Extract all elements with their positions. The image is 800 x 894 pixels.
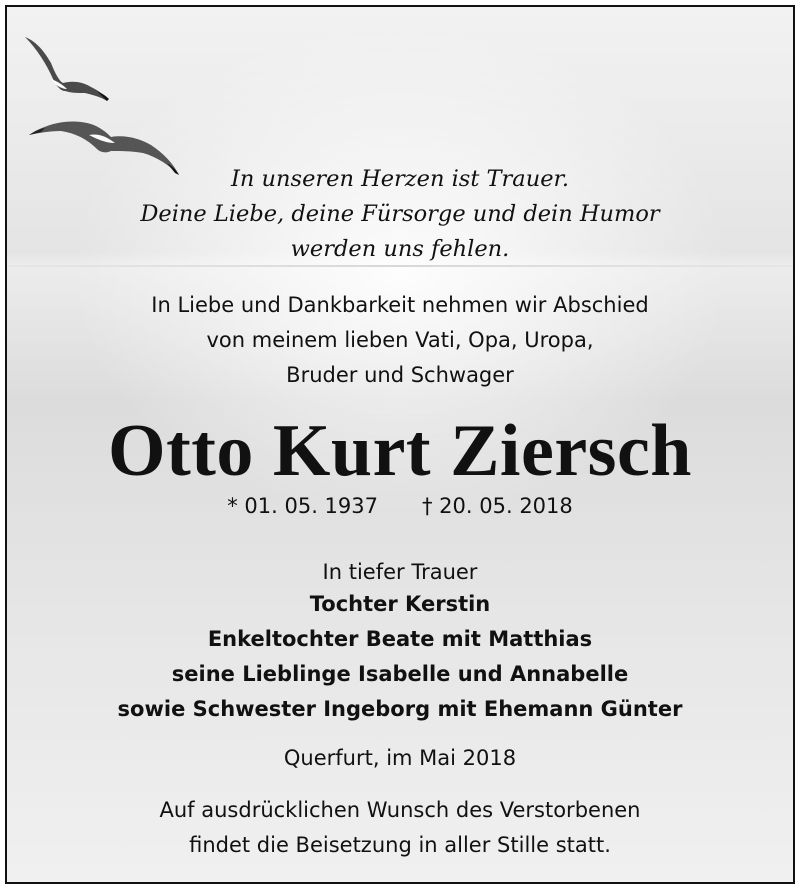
intro-line: Bruder und Schwager (286, 363, 514, 387)
mourner-line: sowie Schwester Ingeborg mit Ehemann Günter (117, 697, 683, 721)
mourner-line: Tochter Kerstin (309, 592, 491, 616)
quote-line: werden uns fehlen. (290, 236, 510, 262)
death-date: † 20. 05. 2018 (422, 494, 573, 518)
seagull-icon (21, 33, 111, 105)
burial-note (7, 793, 793, 863)
mourner-line: Enkeltochter Beate mit Matthias (207, 627, 593, 651)
quote-line: Deine Liebe, deine Fürsorge und dein Humor (140, 201, 660, 227)
farewell-intro (7, 288, 793, 393)
quote-line: In unseren Herzen ist Trauer. (231, 166, 569, 192)
mourner-line: seine Lieblinge Isabelle und Annabelle (171, 662, 629, 686)
obituary-card (5, 5, 795, 884)
burial-note-line: Auf ausdrücklichen Wunsch des Verstorbenen (159, 798, 641, 822)
place-date: Querfurt, im Mai 2018 (283, 746, 517, 770)
quote-block (7, 162, 793, 267)
birth-date: * 01. 05. 1937 (227, 494, 378, 518)
burial-note-line: findet die Beisetzung in aller Stille statt. (189, 833, 611, 857)
intro-line: In Liebe und Dankbarkeit nehmen wir Abschied (151, 293, 649, 317)
deceased-name: Otto Kurt Ziersch (108, 410, 692, 492)
mourning-intro: In tiefer Trauer (322, 560, 478, 584)
intro-line: von meinem lieben Vati, Opa, Uropa, (206, 328, 594, 352)
mourners-list (7, 587, 793, 727)
life-dates (7, 491, 793, 521)
